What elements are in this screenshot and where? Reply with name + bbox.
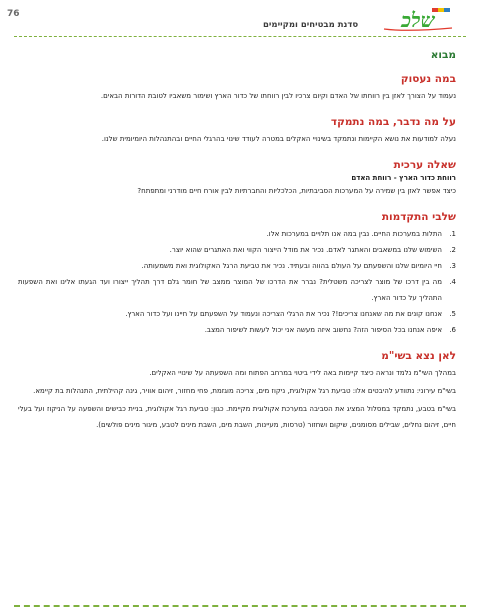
item-text: איפה אנחנו בכל הסיפור הזה? נחשוב איזה מעשה אני יכול לעשות לשיפור המצב. bbox=[204, 326, 442, 334]
section-title: שלבי התקדמות bbox=[381, 211, 456, 223]
item-number: 6. bbox=[449, 326, 456, 334]
section-where-we-go bbox=[18, 350, 456, 433]
item-text: אנחנו קונים את מה שאנחנו צריכים!? נכיר את הרגלי הצריכה ונעמוד על השפעתם על חיינו ועל כדור הארץ. bbox=[125, 310, 442, 318]
shalach-logo bbox=[378, 5, 458, 33]
footer-divider bbox=[14, 605, 466, 607]
section-value-question bbox=[18, 159, 456, 199]
section-progress-stages bbox=[18, 211, 456, 338]
section-focus bbox=[18, 116, 456, 147]
intro-title: מבוא bbox=[430, 49, 456, 61]
list-item bbox=[18, 258, 456, 274]
item-number: 4. bbox=[449, 278, 456, 286]
section-title: במה נעסוק bbox=[400, 73, 456, 85]
logo-word: שלכ bbox=[401, 8, 435, 32]
section-title: על מה נדבר, במה נתמקד bbox=[330, 116, 456, 128]
item-number: 3. bbox=[449, 262, 456, 270]
section-title: לאן נצא בשי"מ bbox=[381, 350, 456, 362]
list-item bbox=[18, 226, 456, 242]
main-content bbox=[18, 40, 456, 435]
section-paragraph: במהלך השי"מ נלמד ונראה כיצד קיימות באה לידי ביטוי במרחב הפתוח ומה השפעתה על שינויי האקלים. bbox=[149, 369, 456, 377]
page-number: 76 bbox=[7, 9, 20, 19]
item-number: 1. bbox=[449, 230, 456, 238]
section-paragraph: נעלה למודעות את נושא הקיימות ונתמקד בשינויי האקלים במטרה לעודד שינוי בהרגלי החיים ובהתנהלות היומיומית שלנו. bbox=[101, 135, 456, 143]
section-subtitle: רווחת כדור הארץ - רווחת האדם bbox=[351, 174, 456, 182]
item-number: 2. bbox=[449, 246, 456, 254]
list-item bbox=[18, 322, 456, 338]
item-text: מה בין דרכו של מוצר לצריכה משטלית? נברר את הדרכו של המוצר ממצב של חומר גלם דרך תהליך ייצורו ועד הגעתו אלינו ואת השפעות התהליך על כדור הארץ. bbox=[18, 278, 442, 302]
item-text: חיי היומיום שלנו והשפעתם על העולם בהווה ובעתיד. נכיר את טביעת הרגל האקולוגית ואת משמעותה. bbox=[141, 262, 442, 270]
item-text: השימוש שלנו במשאבים והאתגר לאדם. נכיר את מודל הייצור הקווי ואת האתגרים שהוא יוצר. bbox=[169, 246, 442, 254]
page-header bbox=[0, 0, 480, 40]
section-what-we-deal-with bbox=[18, 73, 456, 104]
section-title: שאלה ערכית bbox=[393, 159, 456, 171]
list-item bbox=[18, 306, 456, 322]
series-title: סדנת מבטיחים ומקיימים bbox=[263, 20, 359, 30]
section-paragraph: בשי"מ עירוני: נתוודע להיבטים אלו: טביעת רגל אקולוגית, ניקוז מים, צריכה מוגזמת, פחי מחזור, זיהום אוויר, גינה קהילתית, התנהלות בת קיימא. bbox=[33, 387, 456, 395]
section-paragraph: כיצד אפשר לאזן בין שמירה על המערכות הסביבתיות, הכלכליות והחברתיות לבין אורח חיים מודרני ומתפתח? bbox=[137, 187, 456, 195]
item-text: התלות במערכות החיים. נבין במה אנו תלויים במערכות אלו. bbox=[266, 230, 442, 238]
list-item bbox=[18, 274, 456, 306]
item-number: 5. bbox=[449, 310, 456, 318]
header-divider bbox=[14, 36, 466, 37]
section-paragraph: בשי"מ בטבע, נתמקד במסלול המציג את הסביבה במערכת אקולוגית מקיימת. כגון: טביעת רגל אקולוגית, בניית כבישים והשפעה על הניקוז ועל בעלי חיים, זיהום נחלים, שבילים מסומנים, שיקום ושחזור (טרסות, מעיינות, השבת מים, השבת מינים לטבע, מיגור מינים פולשים). bbox=[18, 405, 456, 429]
stages-list bbox=[18, 226, 456, 338]
section-paragraph: נעמוד על הצורך לאזן בין רווחתו של האדם וקיום צרכיו לבין רווחתו של כדור הארץ ושימור משאביו לטובת הדורות הבאים. bbox=[100, 92, 456, 100]
list-item bbox=[18, 242, 456, 258]
